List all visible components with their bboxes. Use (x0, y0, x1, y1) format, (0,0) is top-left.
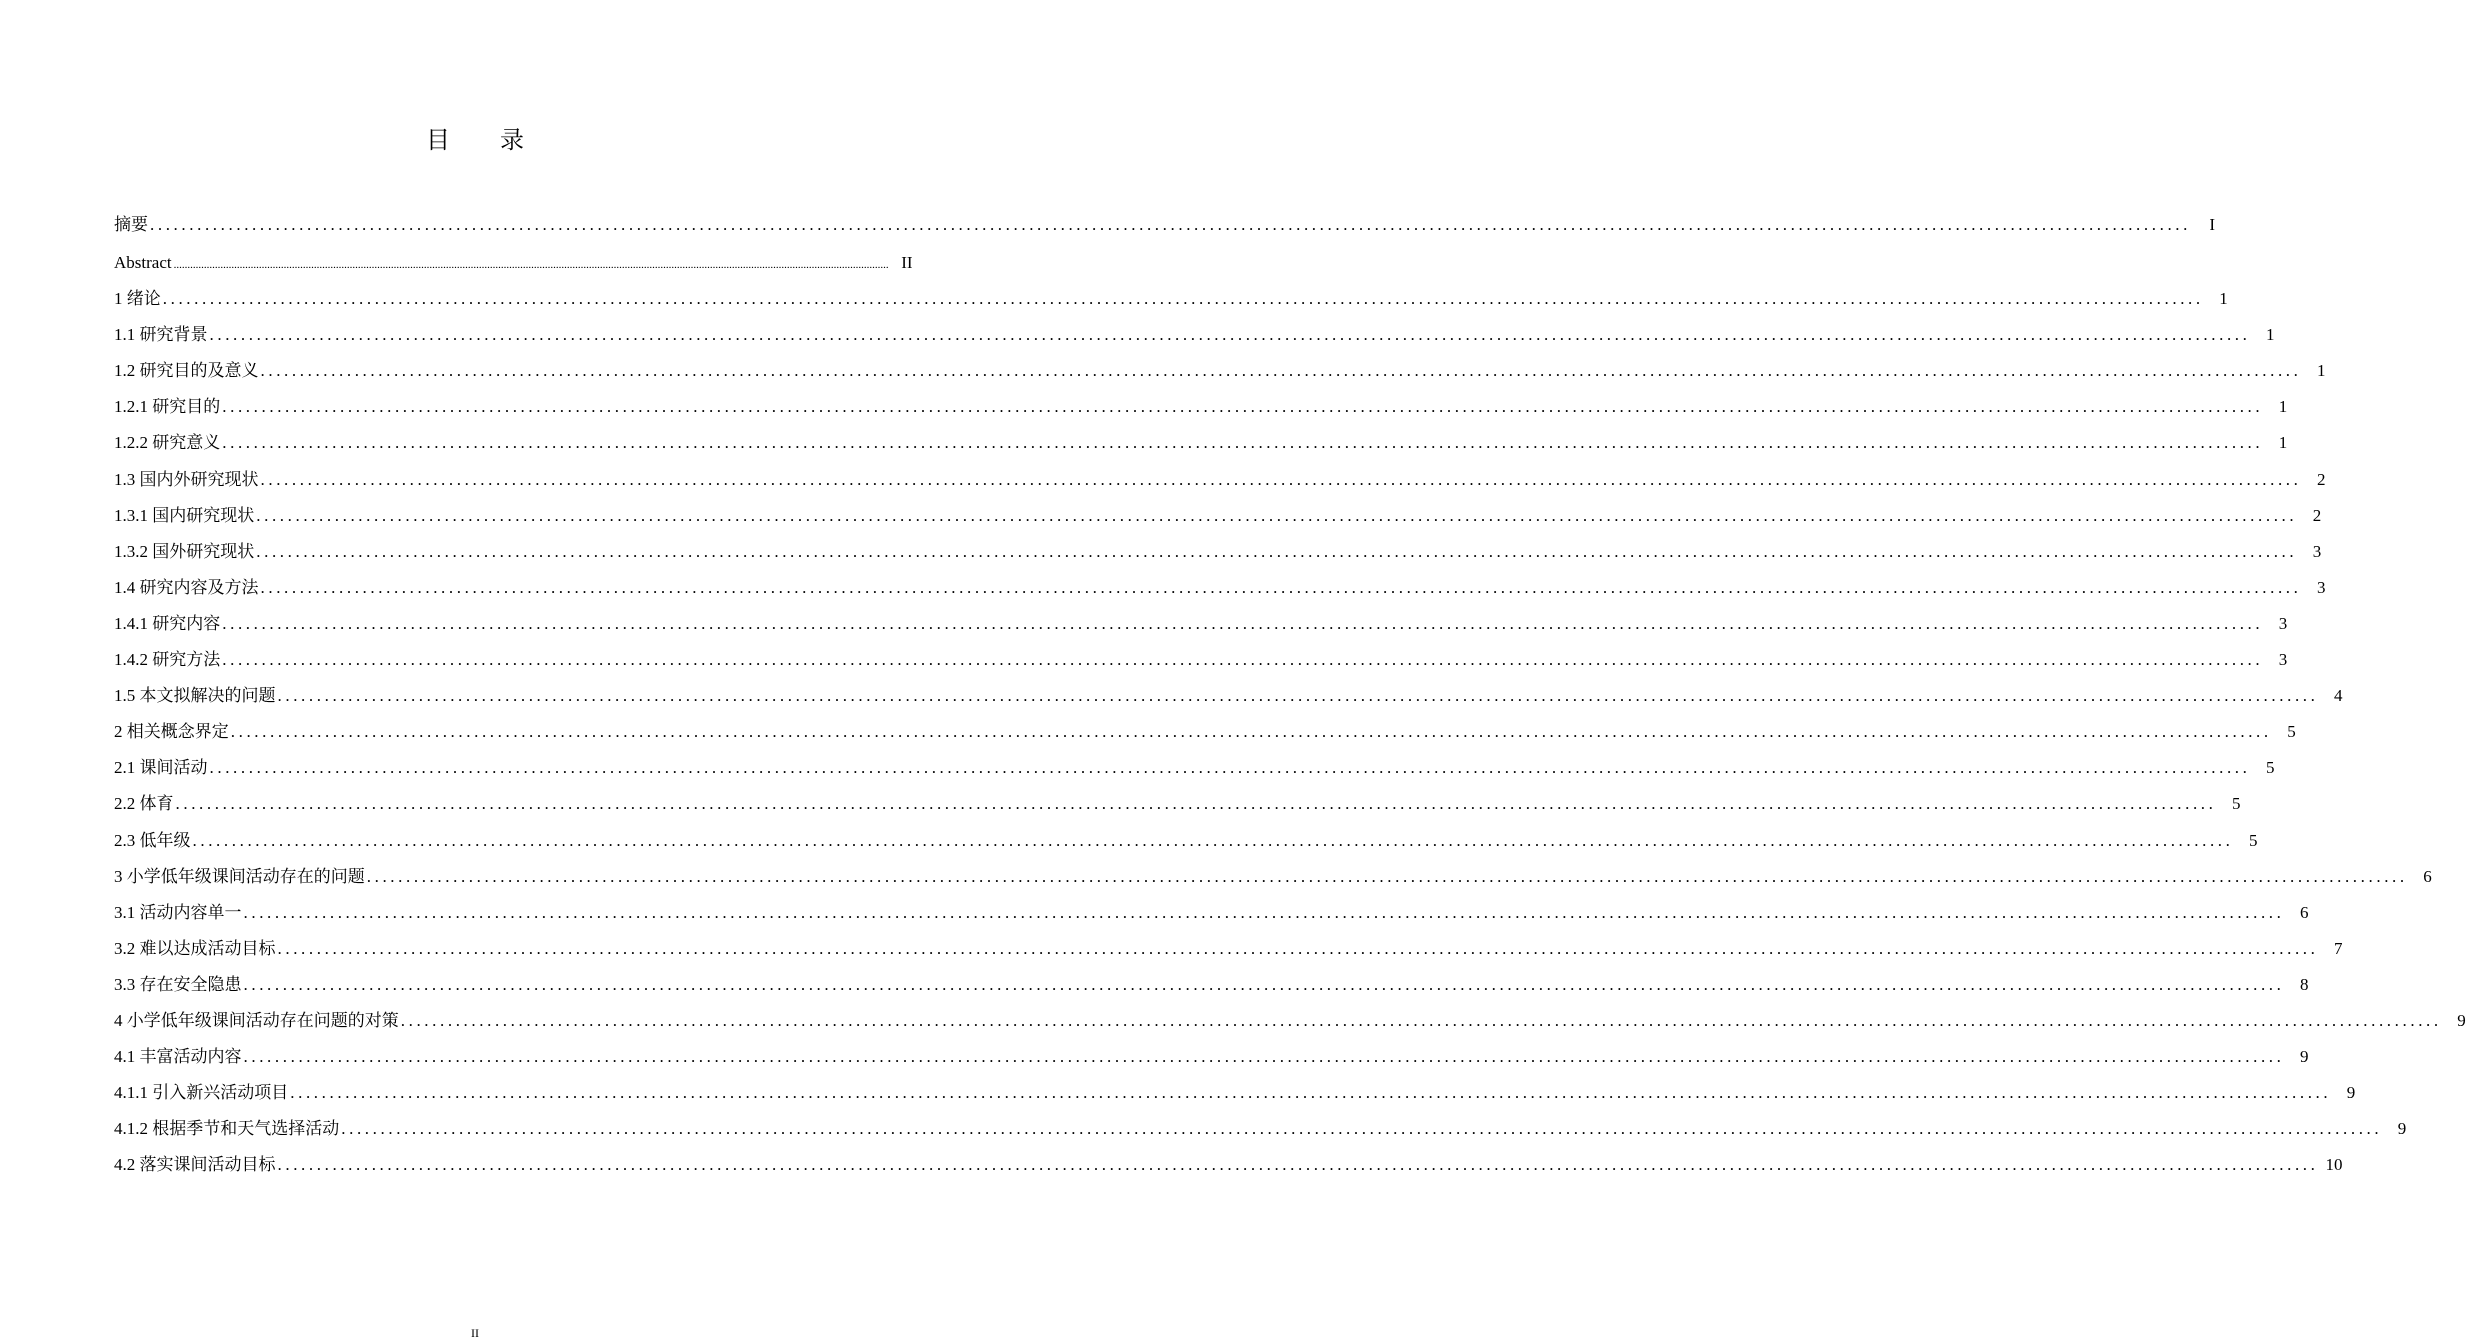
toc-entry-label: 2.3 低年级 (114, 830, 191, 850)
toc-dot-leader: .................................................................................................................................................................................................................................................................... (243, 974, 2285, 994)
toc-dot-leader: .................................................................................................................................................................................................................................................................... (400, 1010, 2442, 1030)
toc-dot-leader: .................................................................................................................................................................................................................................................................... (175, 794, 2217, 814)
toc-entry-label: 1.2.2 研究意义 (114, 433, 221, 453)
toc-dot-leader: .................................................................................................................................................................................................................................................................... (341, 1119, 2383, 1139)
toc-entry-label: 1 绪论 (114, 289, 161, 309)
toc-entry-page: 8 (2300, 974, 2309, 994)
toc-dot-leader: .................................................................................................................................................................................................................................................................... (277, 938, 2319, 958)
toc-entry-label: 1.4.2 研究方法 (114, 650, 221, 670)
toc-entry[interactable] (114, 1075, 2356, 1111)
toc-entry[interactable] (114, 642, 2288, 678)
toc-entry-label: 4.1.1 引入新兴活动项目 (114, 1083, 289, 1103)
toc-entry[interactable] (114, 389, 2288, 425)
toc-entry-label: 1.4.1 研究内容 (114, 613, 221, 633)
toc-entry-page: 9 (2457, 1010, 2466, 1030)
toc-dot-leader: .................................................................................................................................................................................................................................................................... (260, 469, 2302, 489)
toc-entry-label: 4.2 落实课间活动目标 (114, 1155, 276, 1175)
toc-dot-leader: .................................................................................................................................................................................................................................................................... (277, 1155, 2319, 1175)
toc-entry[interactable] (114, 245, 913, 281)
toc-entry[interactable] (114, 750, 2275, 786)
toc-entry-label: 1.4 研究内容及方法 (114, 577, 259, 597)
toc-entry[interactable] (114, 1147, 2343, 1183)
toc-dot-leader: .................................................................................................................................................................................................................................................................... (260, 577, 2302, 597)
toc-entry[interactable] (114, 823, 2258, 859)
toc-entry-page: 1 (2278, 397, 2288, 417)
toc-entry-page: I (2209, 215, 2215, 234)
toc-dot-leader: .................................................................................................................................................................................................................................................................... (260, 361, 2302, 381)
toc-entry-label: 4.1 丰富活动内容 (114, 1047, 242, 1067)
toc-entry[interactable] (114, 281, 2228, 317)
toc-dot-leader: .................................................................................................................................................................................................................................................................... (192, 830, 2234, 850)
toc-dot-leader: .................................................................................................................................................................................................................................................................... (150, 215, 2191, 234)
toc-entry-page: 1 (2266, 325, 2275, 345)
toc-dot-leader: .................................................................................................................................................................................................................................................................... (230, 722, 2272, 742)
toc-entry-label: 1.3 国内外研究现状 (114, 469, 259, 489)
toc-entry[interactable] (114, 570, 2326, 606)
toc-entry[interactable] (114, 425, 2288, 461)
page-title: 目 录 (426, 128, 546, 154)
toc-entry[interactable] (114, 895, 2309, 931)
toc-entry[interactable] (114, 678, 2343, 714)
toc-dot-leader: .................................................................................................................................................................................................................................................................... (222, 433, 2264, 453)
toc-entry-page: 6 (2300, 902, 2309, 922)
toc-dot-leader: .................................................................................................................................................................................................................................................................... (209, 758, 2251, 778)
toc-entry-label: 4 小学低年级课间活动存在问题的对策 (114, 1010, 399, 1030)
toc-entry-label: 1.3.1 国内研究现状 (114, 505, 255, 525)
toc-entry-page: 9 (2300, 1047, 2309, 1067)
toc-entry-label: 1.2.1 研究目的 (114, 397, 221, 417)
toc-entry-page: 5 (2287, 722, 2296, 742)
toc-entry-page: 3 (2312, 541, 2322, 561)
toc-dot-leader: .................................................................................................................................................................................................................................................................... (162, 289, 2204, 309)
toc-entry-page: 6 (2423, 866, 2432, 886)
toc-entry-page: 2 (2317, 469, 2326, 489)
toc-entry-page: II (901, 253, 913, 272)
toc-entry-page: 5 (2232, 794, 2241, 814)
toc-entry-page: 1 (2219, 289, 2228, 309)
table-of-contents (114, 207, 2466, 1183)
toc-entry[interactable] (114, 1039, 2309, 1075)
toc-dot-leader: .................................................................................................................................................................................................................................................................... (256, 541, 2298, 561)
toc-dot-leader: .................................................................................................................................................................................................................................................................... (256, 505, 2298, 525)
toc-dot-leader: .................................................................................................................................................................................................................................................................... (366, 866, 2408, 886)
toc-entry-label: 1.1 研究背景 (114, 325, 208, 345)
toc-entry[interactable] (114, 462, 2326, 498)
toc-entry[interactable] (114, 498, 2322, 534)
footer-page-number: II (471, 1326, 479, 1340)
toc-entry-page: 4 (2334, 686, 2343, 706)
toc-entry[interactable] (114, 967, 2309, 1003)
toc-entry[interactable] (114, 606, 2288, 642)
toc-entry-label: 3.3 存在安全隐患 (114, 974, 242, 994)
toc-entry-page: 5 (2249, 830, 2258, 850)
toc-entry-page: 3 (2278, 650, 2288, 670)
toc-entry[interactable] (114, 714, 2296, 750)
toc-entry-page: 1 (2278, 433, 2288, 453)
toc-entry-page: 9 (2397, 1119, 2407, 1139)
toc-entry-page: 9 (2346, 1083, 2356, 1103)
toc-dot-leader: .................................................................................................................................................................................................................................................................... (290, 1083, 2332, 1103)
toc-dot-leader: .................................................................................................................................................................................................................................................................... (173, 259, 889, 271)
toc-entry[interactable] (114, 317, 2275, 353)
toc-entry[interactable] (114, 859, 2432, 895)
toc-entry-page: 3 (2278, 613, 2288, 633)
toc-dot-leader: .................................................................................................................................................................................................................................................................... (277, 686, 2319, 706)
toc-entry-label: 3 小学低年级课间活动存在的问题 (114, 866, 365, 886)
toc-entry-label: 4.1.2 根据季节和天气选择活动 (114, 1119, 340, 1139)
toc-dot-leader: .................................................................................................................................................................................................................................................................... (243, 902, 2285, 922)
toc-entry-label: 1.2 研究目的及意义 (114, 361, 259, 381)
toc-entry-label: Abstract (114, 253, 172, 272)
toc-entry-label: 3.2 难以达成活动目标 (114, 938, 276, 958)
toc-entry-label: 3.1 活动内容单一 (114, 902, 242, 922)
toc-entry-page: 3 (2317, 577, 2326, 597)
toc-entry[interactable] (114, 1111, 2407, 1147)
toc-entry[interactable] (114, 207, 2215, 245)
toc-entry-label: 2.2 体育 (114, 794, 174, 814)
toc-entry[interactable] (114, 931, 2343, 967)
toc-entry-label: 1.3.2 国外研究现状 (114, 541, 255, 561)
toc-entry-page: 5 (2266, 758, 2275, 778)
toc-entry-page: 10 (2325, 1155, 2343, 1175)
toc-dot-leader: .................................................................................................................................................................................................................................................................... (222, 650, 2264, 670)
toc-entry-label: 2.1 课间活动 (114, 758, 208, 778)
toc-entry-page: 2 (2312, 505, 2322, 525)
toc-entry[interactable] (114, 786, 2241, 822)
toc-entry-label: 1.5 本文拟解决的问题 (114, 686, 276, 706)
toc-entry[interactable] (114, 534, 2322, 570)
toc-dot-leader: .................................................................................................................................................................................................................................................................... (209, 325, 2251, 345)
toc-dot-leader: .................................................................................................................................................................................................................................................................... (243, 1047, 2285, 1067)
toc-dot-leader: .................................................................................................................................................................................................................................................................... (222, 613, 2264, 633)
toc-dot-leader: .................................................................................................................................................................................................................................................................... (222, 397, 2264, 417)
toc-entry[interactable] (114, 1003, 2466, 1039)
toc-entry[interactable] (114, 353, 2326, 389)
toc-entry-label: 2 相关概念界定 (114, 722, 229, 742)
toc-entry-page: 1 (2317, 361, 2326, 381)
toc-entry-page: 7 (2334, 938, 2343, 958)
toc-entry-label: 摘要 (114, 215, 148, 234)
